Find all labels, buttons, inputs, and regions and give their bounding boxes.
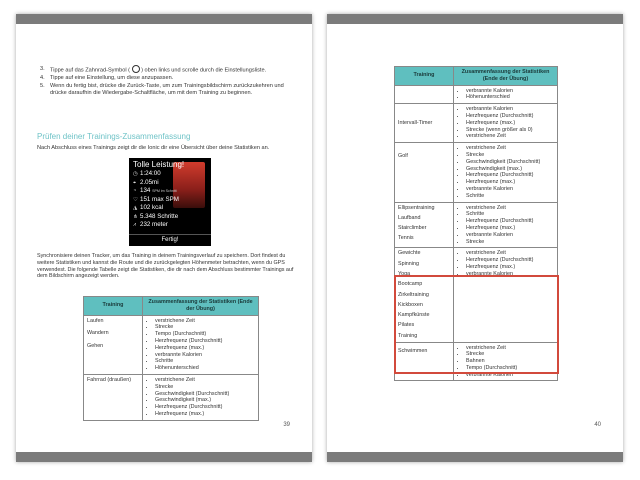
stat-item: • verbrannte Kalorien (466, 232, 554, 239)
stat-item: • Geschwindigkeit (Durchschnitt) (155, 391, 255, 398)
stat-item: • Herzfrequenz (Durchschnitt) (466, 257, 554, 264)
heart-icon: ♡ (133, 196, 138, 203)
device-screen (129, 158, 211, 246)
training-name: Tennis (398, 235, 414, 242)
pace-icon: ◔ (133, 188, 137, 194)
table-row (395, 248, 558, 342)
stat-item: • verbrannte Kalorien (466, 271, 554, 278)
page-number: 40 (594, 422, 601, 428)
section-heading: Prüfen deiner Trainings-Zusammenfassung (37, 132, 191, 141)
stat-item: • verstrichene Zeit (466, 250, 554, 257)
training-cell (84, 315, 143, 374)
page-bottom-bar (327, 452, 623, 462)
table-row (84, 315, 259, 374)
stat-value: 134 (140, 187, 151, 194)
stat-item: • Bahnen (466, 358, 554, 365)
training-name: Golf (398, 153, 408, 160)
training-cell (395, 202, 454, 248)
step-text: Wenn du fertig bist, drücke die Zurück-Taste, um zum Trainingsbildschirm zurückzukehren und drücke daraufhin die Wiedergabe-Schaltfläche, um mit dem Training zu beginnen. (50, 83, 284, 97)
training-name: Gewichte (398, 250, 421, 257)
stat-item: • verstrichene Zeit (466, 345, 554, 352)
stat-item: • verstrichene Zeit (466, 205, 554, 212)
page-top-bar (327, 14, 623, 24)
table-row (84, 374, 259, 420)
gear-icon (132, 65, 140, 73)
stat-item: • verstrichene Zeit (466, 133, 554, 140)
stat-item: • Herzfrequenz (max.) (466, 264, 554, 271)
stats-table (83, 296, 259, 421)
training-name: Intervall-Timer (398, 119, 433, 126)
device-stat (133, 196, 179, 205)
step-item (40, 66, 290, 74)
stat-value: 1:24:00 (140, 170, 161, 177)
training-cell (395, 85, 454, 104)
training-name: Wandern (87, 330, 109, 337)
step-text: Tippe auf eine Einstellung, um diese anzupassen. (50, 75, 174, 82)
step-list (40, 66, 290, 98)
training-name: Ellipsentraining (398, 204, 435, 211)
page-top-bar (16, 14, 312, 24)
training-name: Stairclimber (398, 225, 427, 232)
stats-cell (454, 202, 558, 248)
table-header-row (84, 297, 259, 316)
training-name: Laufen (87, 317, 104, 324)
stat-item: • Herzfrequenz (max.) (466, 179, 554, 186)
table-header-row (395, 67, 558, 86)
stat-value: 2.05mi (140, 178, 159, 186)
stat-item: • Schritte (466, 211, 554, 218)
table-row (395, 143, 558, 202)
stat-item: • Strecke (466, 152, 554, 159)
device-stat (133, 221, 179, 230)
stat-item: • verbrannte Kalorien (466, 88, 554, 95)
training-cell (395, 143, 454, 202)
stats-cell (454, 104, 558, 143)
stat-suffix: SPM im Schnitt (152, 189, 177, 193)
device-stat-list (133, 170, 179, 230)
stats-cell (454, 85, 558, 104)
training-name: Laufband (398, 214, 421, 221)
step-item (40, 83, 290, 97)
training-name: Kampfkünste (398, 312, 430, 319)
stat-value: 151 max SPM (140, 195, 179, 203)
stat-item: • Schritte (155, 358, 255, 365)
stat-item: • Strecke (466, 351, 554, 358)
stat-item: • Tempo (Durchschnitt) (466, 365, 554, 372)
stat-item: • Herzfrequenz (Durchschnitt) (155, 404, 255, 411)
table-row (395, 85, 558, 104)
training-name: Bootcamp (398, 281, 423, 288)
stat-item: • Geschwindigkeit (Durchschnitt) (466, 159, 554, 166)
training-cell (395, 104, 454, 143)
stat-item: • Geschwindigkeit (max.) (466, 166, 554, 173)
device-stat (133, 170, 179, 179)
training-cell (395, 342, 454, 381)
step-text-before: Tippe auf das Zahnrad-Symbol ( (50, 67, 131, 74)
stat-item: • Herzfrequenz (Durchschnitt) (466, 218, 554, 225)
training-cell (84, 374, 143, 420)
step-text-after: ) oben links und scrolle durch die Einstellungsliste. (141, 67, 267, 74)
flame-icon: ◮ (133, 205, 138, 211)
training-name: Spinning (398, 260, 419, 267)
device-stat (133, 179, 179, 188)
stat-item: • Höhenunterschied (155, 365, 255, 372)
stat-item: • Herzfrequenz (max.) (466, 120, 554, 127)
page-bottom-bar (16, 452, 312, 462)
stats-cell (454, 342, 558, 381)
done-button[interactable]: Fertig! (129, 234, 211, 246)
stats-cell (143, 315, 259, 374)
stat-item: • Strecke (155, 384, 255, 391)
training-name: Pilates (398, 322, 415, 329)
header-training: Training (395, 67, 454, 86)
sync-paragraph: Synchronisiere deinen Tracker, um das Training in deinem Trainingsverlauf zu speichern. Dort findest du weitere Statistiken und kannst die Route und die zurückgelegten Höhenmeter betrachten, wenn du GPS verwendest. Die folgende Tabelle zeigt die Statistiken, die dir nach dem Abschluss bestimmter Trainings auf dem Bildschirm angezeigt werden. (37, 253, 294, 280)
device-stat (133, 187, 179, 196)
stat-item: • Höhenunterschied (466, 94, 554, 101)
step-item (40, 75, 290, 82)
table-row (395, 342, 558, 381)
training-name: Training (398, 332, 418, 339)
step-number: 3. (40, 66, 45, 72)
training-name: Fahrrad (draußen) (87, 376, 132, 383)
pin-icon: ⌖ (133, 179, 137, 186)
training-cell (395, 248, 454, 342)
steps-icon: ⋔ (133, 213, 138, 220)
device-stat (133, 204, 179, 213)
stat-item: • verstrichene Zeit (155, 377, 255, 384)
stat-item: • verstrichene Zeit (466, 145, 554, 152)
stat-item: • Geschwindigkeit (max.) (155, 397, 255, 404)
table-row (395, 104, 558, 143)
step-text (50, 66, 290, 74)
stat-item: • Herzfrequenz (Durchschnitt) (466, 113, 554, 120)
device-title: Tolle Leistung! (133, 160, 185, 169)
stats-cell (454, 143, 558, 202)
stat-item: • Schritte (466, 193, 554, 200)
stat-item: • Strecke (wenn größer als 0) (466, 127, 554, 134)
intro-paragraph: Nach Abschluss eines Trainings zeigt dir die Ionic dir eine Übersicht über deine Statistiken an. (37, 145, 270, 151)
stat-item: • verstrichene Zeit (155, 318, 255, 325)
stat-value: 5.348 Schritte (140, 212, 179, 220)
stats-cell (454, 248, 558, 342)
step-number: 5. (40, 83, 45, 90)
page-number: 39 (283, 422, 290, 428)
right-page (327, 14, 623, 462)
stat-value: 102 kcal (140, 204, 164, 211)
stats-cell (143, 374, 259, 420)
stat-item: • verbrannte Kalorien (155, 352, 255, 359)
training-name: Zirkeltraining (398, 291, 429, 298)
training-name: Kickboxen (398, 301, 423, 308)
stat-item: • Strecke (155, 324, 255, 331)
stat-item: • Herzfrequenz (max.) (155, 345, 255, 352)
header-summary: Zusammenfassung der Statistiken (Ende der Übung) (143, 297, 259, 316)
step-number: 4. (40, 75, 45, 82)
stat-item: • Herzfrequenz (Durchschnitt) (155, 338, 255, 345)
training-name: Gehen (87, 343, 104, 350)
elevation-icon: ⩘ (133, 222, 137, 228)
device-stat (133, 213, 179, 222)
stats-table (394, 66, 558, 381)
header-training: Training (84, 297, 143, 316)
clock-icon: ◷ (133, 171, 138, 177)
stat-item: • verbrannte Kalorien (466, 106, 554, 113)
table-row (395, 202, 558, 248)
header-summary: Zusammenfassung der Statistiken (Ende der Übung) (454, 67, 558, 86)
left-page (16, 14, 312, 462)
stat-item: • Strecke (466, 239, 554, 246)
stat-item: • Herzfrequenz (max.) (466, 225, 554, 232)
stat-item: • verbrannte Kalorien (466, 186, 554, 193)
training-name: Yoga (398, 270, 411, 277)
training-name: Schwimmen (398, 347, 428, 354)
stat-item: • Herzfrequenz (Durchschnitt) (466, 172, 554, 179)
stat-item: • verbrannte Kalorien (466, 372, 554, 379)
stat-value: 232 meter (140, 221, 168, 228)
stat-item: • Herzfrequenz (max.) (155, 411, 255, 418)
stat-item: • Tempo (Durchschnitt) (155, 331, 255, 338)
